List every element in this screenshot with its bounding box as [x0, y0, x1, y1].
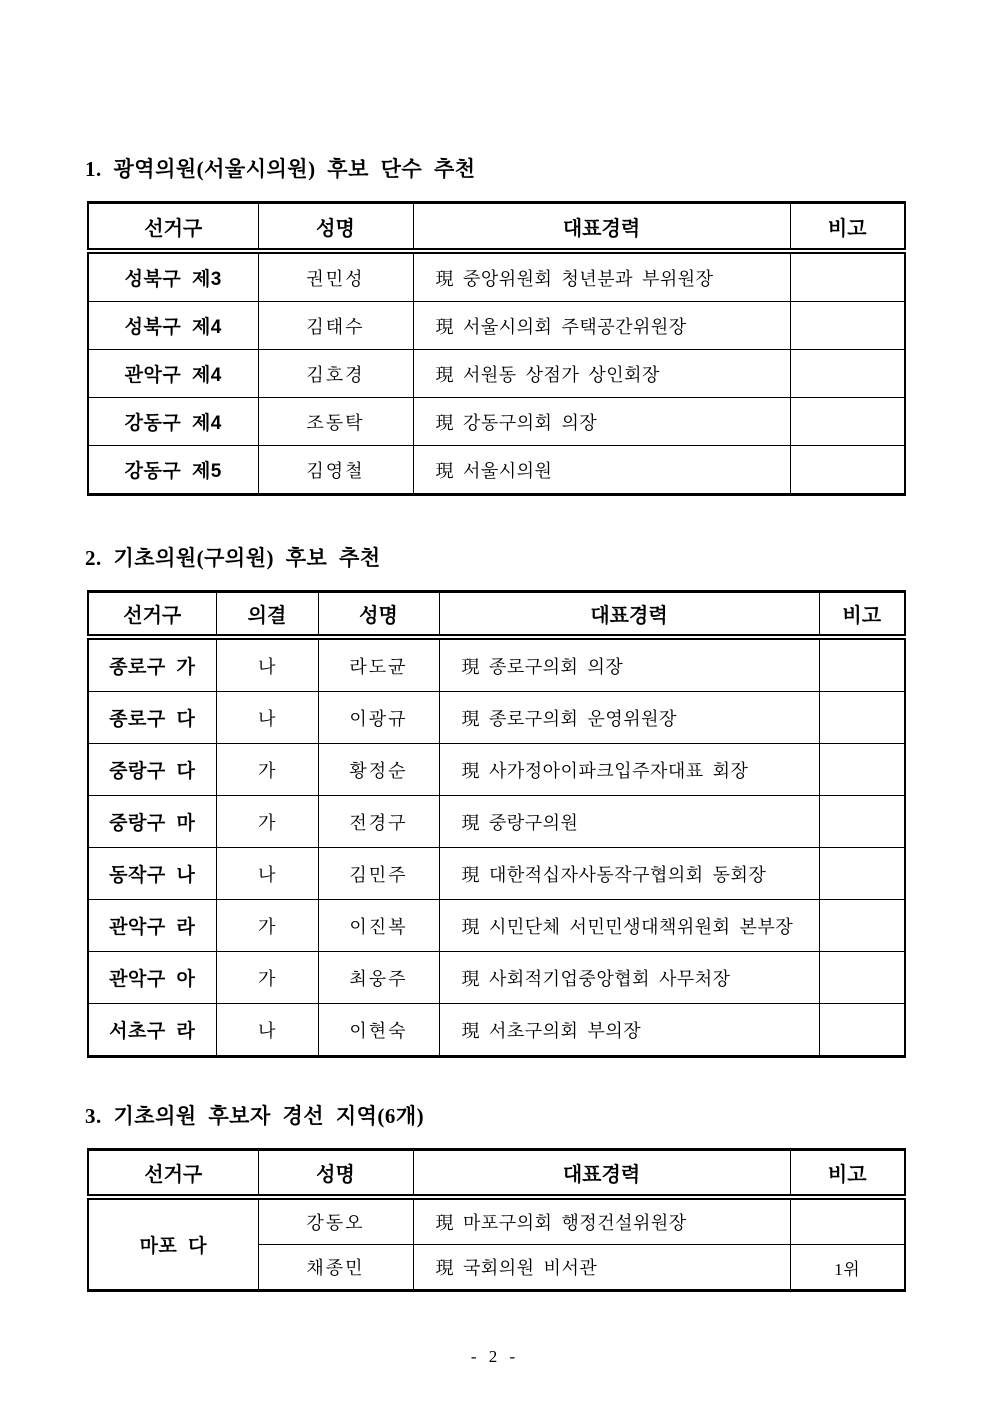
cell-district: 성북구 제4	[88, 302, 258, 350]
cell-career: 現 대한적십자사동작구협의회 동회장	[439, 848, 819, 900]
cell-district: 중랑구 마	[88, 796, 216, 848]
table-row	[88, 251, 905, 302]
cell-note	[790, 1197, 905, 1245]
cell-career: 現 종로구의회 운영위원장	[439, 692, 819, 744]
cell-note	[819, 692, 905, 744]
district-candidates-table	[87, 590, 906, 1058]
cell-name: 권민성	[258, 251, 413, 302]
cell-district: 성북구 제3	[88, 251, 258, 302]
col-header-district: 선거구	[88, 203, 258, 252]
col-header-district: 선거구	[88, 592, 216, 638]
table-row	[88, 848, 905, 900]
cell-note	[790, 350, 905, 398]
cell-name: 강동오	[258, 1197, 413, 1245]
cell-name: 이현숙	[318, 1004, 439, 1057]
cell-career: 現 서울시의회 주택공간위원장	[413, 302, 790, 350]
cell-name: 이광규	[318, 692, 439, 744]
cell-career: 現 사회적기업중앙협회 사무처장	[439, 952, 819, 1004]
col-header-career: 대표경력	[439, 592, 819, 638]
table-header-row	[88, 1150, 905, 1198]
col-header-note: 비고	[790, 1150, 905, 1198]
cell-decision: 나	[216, 637, 318, 692]
cell-district: 관악구 라	[88, 900, 216, 952]
cell-district: 중랑구 다	[88, 744, 216, 796]
cell-note	[819, 1004, 905, 1057]
cell-career: 現 강동구의회 의장	[413, 398, 790, 446]
cell-name: 라도균	[318, 637, 439, 692]
cell-name: 이진복	[318, 900, 439, 952]
page-number: - 2 -	[470, 1347, 520, 1366]
cell-district-merged: 마포 다	[88, 1197, 258, 1291]
cell-name: 김영철	[258, 446, 413, 495]
cell-career: 現 마포구의회 행정건설위원장	[413, 1197, 790, 1245]
cell-note	[819, 848, 905, 900]
section-1-title: 1. 광역의원(서울시의원) 후보 단수 추천	[85, 157, 476, 181]
section-metro-council	[85, 155, 905, 496]
col-header-career: 대표경력	[413, 1150, 790, 1198]
cell-decision: 가	[216, 900, 318, 952]
cell-career: 現 서원동 상점가 상인회장	[413, 350, 790, 398]
cell-note	[790, 302, 905, 350]
cell-note	[819, 900, 905, 952]
cell-name: 조동탁	[258, 398, 413, 446]
cell-district: 종로구 가	[88, 637, 216, 692]
cell-name: 최웅주	[318, 952, 439, 1004]
col-header-name: 성명	[258, 1150, 413, 1198]
cell-note: 1위	[790, 1245, 905, 1291]
section-2-title: 2. 기초의원(구의원) 후보 추천	[85, 546, 381, 570]
cell-decision: 나	[216, 848, 318, 900]
col-header-note: 비고	[790, 203, 905, 252]
cell-decision: 가	[216, 744, 318, 796]
table-row	[88, 302, 905, 350]
cell-district: 강동구 제4	[88, 398, 258, 446]
cell-name: 김민주	[318, 848, 439, 900]
cell-note	[790, 398, 905, 446]
cell-decision: 나	[216, 692, 318, 744]
col-header-name: 성명	[318, 592, 439, 638]
cell-career: 現 종로구의회 의장	[439, 637, 819, 692]
cell-career: 現 중랑구의원	[439, 796, 819, 848]
cell-career: 現 국회의원 비서관	[413, 1245, 790, 1291]
cell-note	[819, 952, 905, 1004]
col-header-note: 비고	[819, 592, 905, 638]
cell-note	[790, 251, 905, 302]
cell-district: 동작구 나	[88, 848, 216, 900]
cell-note	[819, 796, 905, 848]
cell-decision: 나	[216, 1004, 318, 1057]
col-header-decision: 의결	[216, 592, 318, 638]
cell-name: 채종민	[258, 1245, 413, 1291]
table-row	[88, 692, 905, 744]
table-row	[88, 1004, 905, 1057]
cell-district: 서초구 라	[88, 1004, 216, 1057]
cell-note	[790, 446, 905, 495]
col-header-district: 선거구	[88, 1150, 258, 1198]
cell-career: 現 서울시의원	[413, 446, 790, 495]
table-row	[88, 1197, 905, 1245]
cell-district: 관악구 제4	[88, 350, 258, 398]
cell-career: 現 시민단체 서민민생대책위원회 본부장	[439, 900, 819, 952]
table-row	[88, 446, 905, 495]
table-header-row	[88, 592, 905, 638]
cell-name: 김호경	[258, 350, 413, 398]
cell-career: 現 서초구의회 부의장	[439, 1004, 819, 1057]
cell-note	[819, 744, 905, 796]
metro-candidates-table	[87, 201, 906, 496]
cell-career: 現 중앙위원회 청년분과 부위원장	[413, 251, 790, 302]
table-row	[88, 796, 905, 848]
col-header-name: 성명	[258, 203, 413, 252]
table-row	[88, 637, 905, 692]
cell-note	[819, 637, 905, 692]
cell-district: 종로구 다	[88, 692, 216, 744]
table-row	[88, 350, 905, 398]
cell-name: 김태수	[258, 302, 413, 350]
col-header-career: 대표경력	[413, 203, 790, 252]
cell-decision: 가	[216, 952, 318, 1004]
section-3-title: 3. 기초의원 후보자 경선 지역(6개)	[85, 1104, 425, 1128]
table-row	[88, 398, 905, 446]
cell-district: 관악구 아	[88, 952, 216, 1004]
cell-name: 전경구	[318, 796, 439, 848]
cell-career: 現 사가정아이파크입주자대표 회장	[439, 744, 819, 796]
cell-decision: 가	[216, 796, 318, 848]
cell-district: 강동구 제5	[88, 446, 258, 495]
table-header-row	[88, 203, 905, 252]
section-primary-regions	[85, 1102, 905, 1292]
table-row	[88, 900, 905, 952]
primary-candidates-table	[87, 1148, 906, 1292]
table-row	[88, 744, 905, 796]
cell-name: 황정순	[318, 744, 439, 796]
table-row	[88, 952, 905, 1004]
section-district-council	[85, 544, 905, 1058]
